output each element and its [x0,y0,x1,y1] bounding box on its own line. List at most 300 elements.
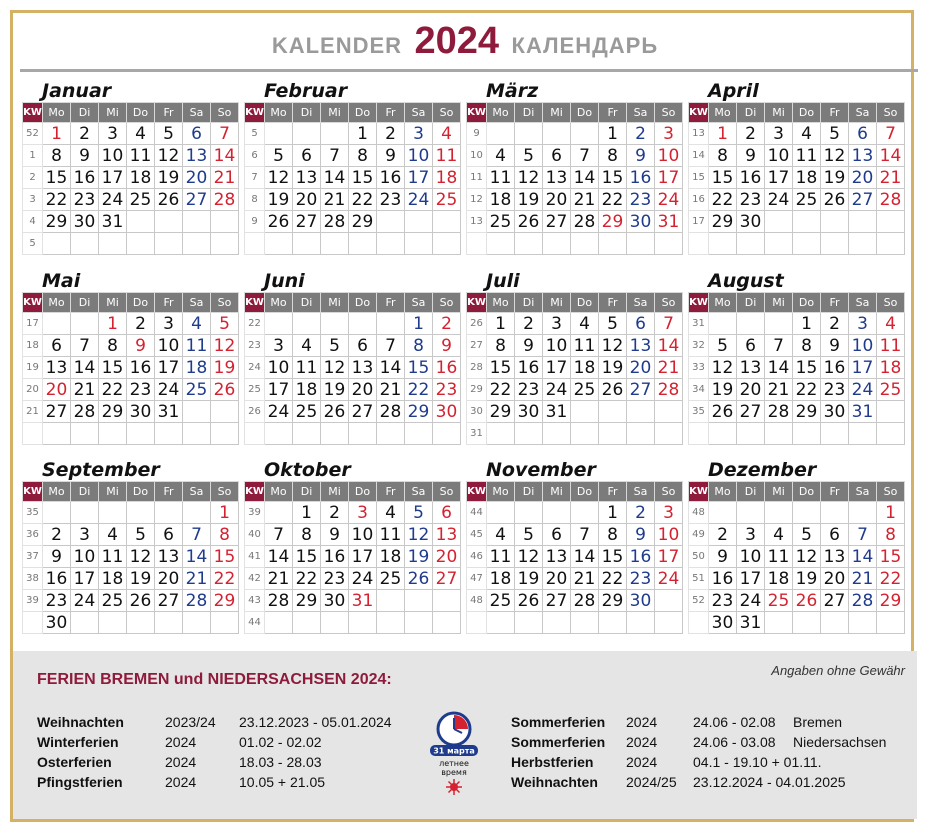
day-cell: 23 [43,590,71,612]
day-cell: 6 [543,145,571,167]
day-cell: 7 [655,313,683,335]
week-number: 39 [245,502,265,524]
weekday-label: Mo [709,103,737,123]
month-table [688,292,905,445]
day-cell [821,233,849,255]
day-cell: 14 [321,167,349,189]
day-cell: 7 [71,335,99,357]
day-cell: 13 [627,335,655,357]
day-cell: 15 [709,167,737,189]
day-cell: 1 [487,313,515,335]
week-row [689,313,905,335]
day-cell: 10 [71,546,99,568]
day-cell: 19 [515,568,543,590]
day-cell: 13 [43,357,71,379]
day-cell [877,423,905,445]
weekday-label: So [877,482,905,502]
week-row [467,335,683,357]
day-cell: 20 [43,379,71,401]
day-cell [43,313,71,335]
day-cell: 8 [211,524,239,546]
ferien-dates: 18.03 - 28.03 [239,754,322,770]
day-cell: 1 [877,502,905,524]
day-cell: 21 [71,379,99,401]
week-number: 14 [689,145,709,167]
month-table [244,102,461,255]
day-cell: 24 [99,189,127,211]
weekday-label: Mi [99,482,127,502]
week-row [23,145,239,167]
ferien-year: 2024 [165,774,197,790]
weekday-label: Do [127,103,155,123]
week-number: 19 [23,357,43,379]
weekday-label: Mi [765,103,793,123]
day-cell: 30 [821,401,849,423]
day-cell: 1 [793,313,821,335]
week-number [245,233,265,255]
week-row [467,401,683,423]
day-cell [265,502,293,524]
day-cell: 23 [737,189,765,211]
kw-header: KW [245,482,265,502]
day-cell: 6 [737,335,765,357]
day-cell [265,123,293,145]
weekday-header [689,293,905,313]
day-cell: 28 [571,590,599,612]
day-cell: 3 [543,313,571,335]
week-row [689,167,905,189]
day-cell [821,612,849,634]
weekday-label: Sa [849,293,877,313]
day-cell: 4 [487,145,515,167]
day-cell [293,423,321,445]
day-cell: 24 [655,189,683,211]
weekday-label: Do [127,482,155,502]
weekday-label: Mo [487,293,515,313]
weekday-header [23,293,239,313]
week-number: 4 [23,211,43,233]
day-cell [515,233,543,255]
day-cell [211,401,239,423]
day-cell [793,502,821,524]
day-cell [793,612,821,634]
month-name: Mai [42,270,81,292]
day-cell [43,233,71,255]
day-cell: 13 [849,145,877,167]
weekday-label: Di [293,293,321,313]
weekday-label: So [877,293,905,313]
day-cell: 3 [655,123,683,145]
day-cell: 29 [349,211,377,233]
day-cell: 18 [487,568,515,590]
weekday-label: Mo [709,293,737,313]
weekday-label: Sa [183,293,211,313]
weekday-label: Di [737,482,765,502]
day-cell [627,401,655,423]
day-cell: 21 [655,357,683,379]
day-cell: 23 [321,568,349,590]
day-cell: 26 [405,568,433,590]
day-cell: 22 [99,379,127,401]
day-cell: 8 [877,524,905,546]
day-cell: 3 [99,123,127,145]
kw-header: KW [689,293,709,313]
weekday-header [467,293,683,313]
day-cell: 20 [543,189,571,211]
week-row [245,401,461,423]
day-cell [155,423,183,445]
week-row [245,357,461,379]
day-cell: 15 [293,546,321,568]
weekday-header [467,103,683,123]
day-cell [627,233,655,255]
month-name: Juli [486,270,520,292]
day-cell: 16 [821,357,849,379]
weekday-label: Sa [627,103,655,123]
kw-header: KW [467,293,487,313]
ferien-dates: 23.12.2024 - 04.01.2025 [693,774,846,790]
day-cell: 21 [377,379,405,401]
day-cell [655,590,683,612]
dst-badge [426,709,482,809]
day-cell: 31 [99,211,127,233]
weekday-label: Fr [821,482,849,502]
weekday-label: Di [737,103,765,123]
day-cell [655,233,683,255]
week-number: 29 [467,379,487,401]
day-cell: 17 [155,357,183,379]
day-cell [849,612,877,634]
day-cell: 29 [293,590,321,612]
day-cell [405,612,433,634]
day-cell: 12 [155,145,183,167]
day-cell: 9 [321,524,349,546]
ferien-name: Herbstferien [511,754,594,770]
day-cell: 19 [515,189,543,211]
day-cell: 2 [515,313,543,335]
day-cell: 5 [515,524,543,546]
week-row [467,546,683,568]
week-number: 23 [245,335,265,357]
day-cell: 28 [211,189,239,211]
week-number [689,233,709,255]
week-number: 43 [245,590,265,612]
day-cell: 5 [155,123,183,145]
month-name: Januar [42,80,112,102]
week-row [245,502,461,524]
weekday-label: Di [293,103,321,123]
weekday-label: Fr [599,293,627,313]
day-cell [599,401,627,423]
ferien-dates: 01.02 - 02.02 [239,734,322,750]
day-cell [543,502,571,524]
week-row [23,335,239,357]
week-row [689,379,905,401]
day-cell: 22 [293,568,321,590]
day-cell: 9 [433,335,461,357]
month-table [466,102,683,255]
day-cell: 18 [99,568,127,590]
weekday-label: So [655,482,683,502]
day-cell: 23 [627,189,655,211]
day-cell: 21 [877,167,905,189]
month-table [466,481,683,634]
weekday-label: Do [793,293,821,313]
day-cell [487,423,515,445]
week-number: 32 [689,335,709,357]
weekday-label: So [433,293,461,313]
day-cell: 10 [405,145,433,167]
day-cell [849,233,877,255]
day-cell [265,233,293,255]
day-cell: 16 [627,546,655,568]
week-row [23,313,239,335]
day-cell: 30 [43,612,71,634]
week-number: 7 [245,167,265,189]
week-number: 13 [689,123,709,145]
week-row [467,524,683,546]
week-row [467,612,683,634]
week-number: 1 [23,145,43,167]
day-cell: 26 [321,401,349,423]
day-cell [571,233,599,255]
day-cell [349,612,377,634]
month-name: Juni [264,270,305,292]
weekday-label: Mi [543,293,571,313]
day-cell [433,612,461,634]
week-number: 34 [689,379,709,401]
week-number: 47 [467,568,487,590]
day-cell: 21 [849,568,877,590]
week-row [245,524,461,546]
day-cell [43,502,71,524]
day-cell: 4 [877,313,905,335]
weekday-label: Fr [821,103,849,123]
day-cell: 14 [571,167,599,189]
weekday-label: So [211,293,239,313]
week-number: 51 [689,568,709,590]
day-cell: 12 [127,546,155,568]
week-row [689,357,905,379]
day-cell [599,423,627,445]
weekday-label: Mo [43,103,71,123]
day-cell: 24 [265,401,293,423]
day-cell: 21 [571,568,599,590]
kw-header: KW [23,293,43,313]
day-cell: 23 [515,379,543,401]
day-cell: 19 [821,167,849,189]
day-cell: 7 [571,145,599,167]
day-cell: 9 [71,145,99,167]
day-cell: 2 [433,313,461,335]
week-row [245,145,461,167]
week-row [23,590,239,612]
week-row [467,313,683,335]
day-cell [321,313,349,335]
day-cell: 25 [433,189,461,211]
weekday-label: Sa [405,482,433,502]
day-cell: 13 [737,357,765,379]
day-cell: 12 [211,335,239,357]
day-cell [377,211,405,233]
weekday-label: Mi [321,103,349,123]
week-row [467,379,683,401]
weekday-header [23,482,239,502]
day-cell: 12 [599,335,627,357]
sun-icon [446,779,462,795]
day-cell: 14 [183,546,211,568]
day-cell [709,313,737,335]
day-cell: 28 [321,211,349,233]
day-cell: 17 [99,167,127,189]
day-cell: 2 [709,524,737,546]
day-cell: 2 [821,313,849,335]
weekday-label: Do [571,482,599,502]
day-cell [737,233,765,255]
day-cell [793,423,821,445]
day-cell [293,313,321,335]
day-cell: 16 [737,167,765,189]
week-row [245,612,461,634]
week-number: 25 [245,379,265,401]
day-cell: 17 [543,357,571,379]
month-table [22,292,239,445]
weekday-label: Do [793,482,821,502]
weekday-label: Mi [765,293,793,313]
weekday-label: Di [515,293,543,313]
week-row [23,423,239,445]
day-cell: 29 [599,590,627,612]
day-cell: 4 [293,335,321,357]
day-cell: 6 [543,524,571,546]
month-table [22,481,239,634]
day-cell: 1 [293,502,321,524]
day-cell: 10 [849,335,877,357]
day-cell: 2 [127,313,155,335]
day-cell: 26 [211,379,239,401]
ferien-name: Weihnachten [511,774,598,790]
week-row [689,590,905,612]
week-row [245,335,461,357]
kw-header: KW [689,482,709,502]
day-cell: 6 [433,502,461,524]
day-cell: 20 [627,357,655,379]
day-cell: 12 [321,357,349,379]
day-cell: 11 [127,145,155,167]
day-cell: 27 [349,401,377,423]
day-cell: 5 [599,313,627,335]
day-cell [293,233,321,255]
week-row [245,590,461,612]
day-cell: 17 [849,357,877,379]
day-cell: 26 [821,189,849,211]
day-cell: 7 [377,335,405,357]
day-cell [99,423,127,445]
day-cell [765,502,793,524]
day-cell [655,612,683,634]
day-cell: 25 [377,568,405,590]
ferien-panel [13,651,917,819]
day-cell: 28 [71,401,99,423]
month-name: November [486,459,596,481]
title-right: КАЛЕНДАРЬ [511,33,659,58]
week-number: 5 [245,123,265,145]
day-cell: 6 [627,313,655,335]
day-cell: 4 [571,313,599,335]
weekday-label: Fr [155,482,183,502]
day-cell: 1 [405,313,433,335]
ferien-year: 2024 [626,754,658,770]
day-cell: 2 [627,502,655,524]
day-cell: 23 [821,379,849,401]
ferien-year: 2024/25 [626,774,677,790]
day-cell: 10 [155,335,183,357]
week-row [467,145,683,167]
week-row [23,401,239,423]
week-number: 48 [467,590,487,612]
day-cell: 22 [487,379,515,401]
day-cell: 18 [433,167,461,189]
day-cell: 10 [655,524,683,546]
day-cell: 5 [211,313,239,335]
day-cell: 14 [849,546,877,568]
day-cell: 27 [183,189,211,211]
day-cell: 5 [265,145,293,167]
day-cell: 6 [849,123,877,145]
week-row [245,423,461,445]
month-table [244,292,461,445]
month-name: August [708,270,784,292]
day-cell: 5 [127,524,155,546]
day-cell [515,123,543,145]
day-cell: 20 [821,568,849,590]
title-left: KALENDER [271,33,403,58]
day-cell [849,423,877,445]
weekday-label: Do [571,293,599,313]
day-cell [183,233,211,255]
ferien-name: Sommerferien [511,734,606,750]
day-cell [349,423,377,445]
week-number: 50 [689,546,709,568]
day-cell: 5 [709,335,737,357]
week-row [689,546,905,568]
day-cell [293,612,321,634]
day-cell [321,123,349,145]
day-cell [571,612,599,634]
day-cell: 19 [709,379,737,401]
week-row [467,568,683,590]
day-cell: 21 [765,379,793,401]
day-cell: 10 [349,524,377,546]
weekday-label: Fr [155,103,183,123]
day-cell [405,211,433,233]
kw-header: KW [467,482,487,502]
day-cell: 8 [793,335,821,357]
day-cell: 11 [487,546,515,568]
ferien-name: Winterferien [37,734,119,750]
weekday-label: Fr [599,103,627,123]
weekday-header [245,293,461,313]
ferien-dates: 24.06 - 03.08 [693,734,776,750]
day-cell: 1 [599,502,627,524]
week-row [467,211,683,233]
day-cell: 6 [183,123,211,145]
day-cell [655,423,683,445]
weekday-label: Fr [821,293,849,313]
day-cell: 8 [405,335,433,357]
weekday-label: So [877,103,905,123]
day-cell: 23 [433,379,461,401]
